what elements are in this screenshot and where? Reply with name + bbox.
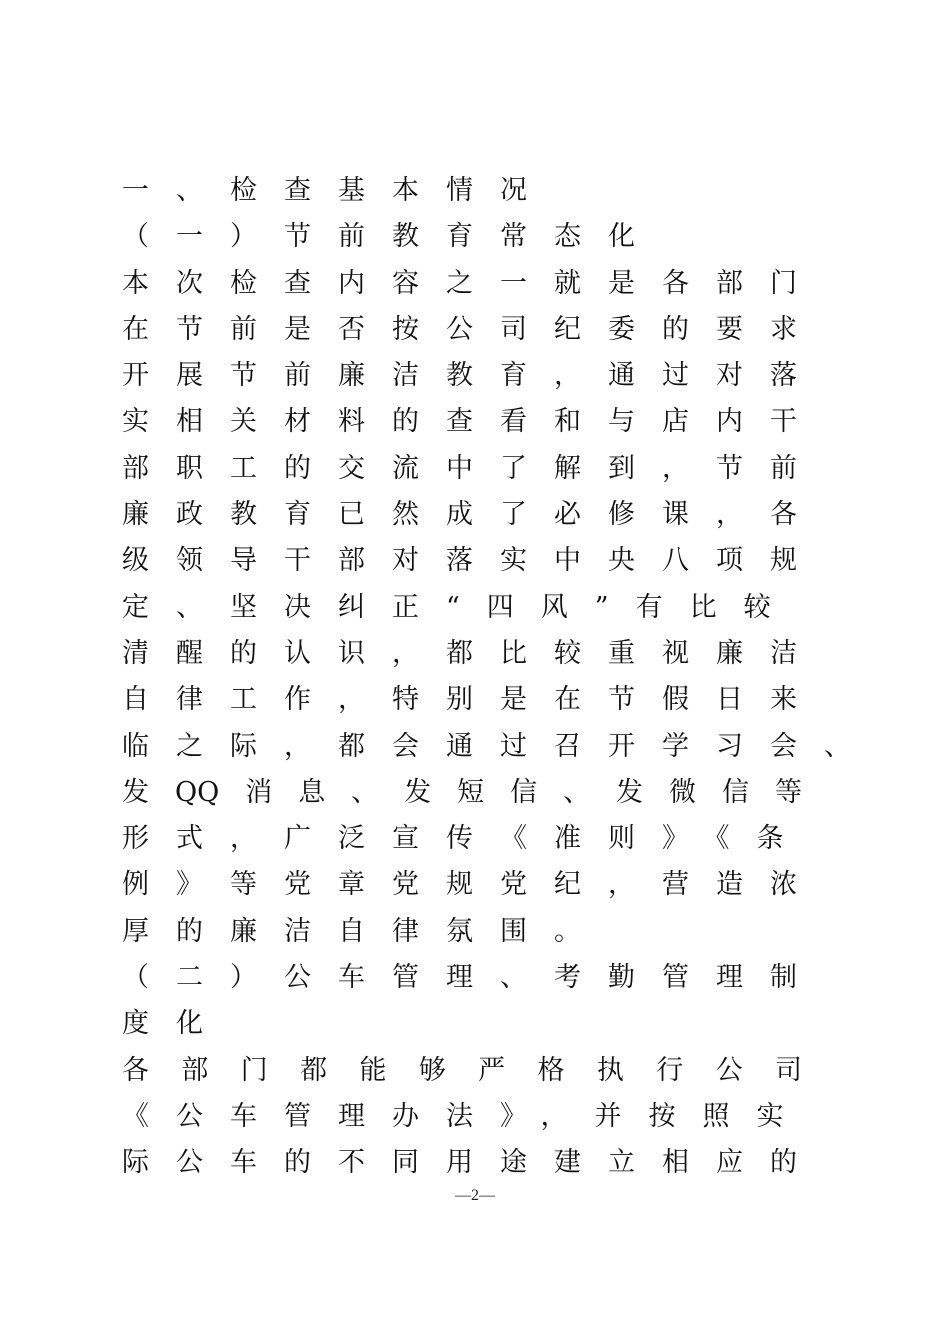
section-heading: 一、检查基本情况 — [122, 175, 554, 206]
text-line: 《公车管理办法》，并按照实 — [122, 1100, 811, 1132]
text-line: 发QQ消息、发短信、发微信等 — [122, 776, 802, 808]
subsection-heading: （一）节前教育常态化 — [122, 221, 662, 253]
text-line: 自律工作，特别是在节假日来 — [122, 684, 824, 716]
text-line: 各部门都能够严格执行公司 — [122, 1054, 802, 1086]
text-line: 部职工的交流中了解到，节前 — [122, 452, 824, 484]
text-line: 本次检查内容之一就是各部门 — [122, 267, 824, 299]
text-line: 廉政教育已然成了必修课，各 — [122, 499, 824, 531]
text-line: 实相关材料的查看和与店内干 — [122, 406, 824, 438]
body-text — [122, 168, 878, 1187]
text-line: 清醒的认识，都比较重视廉洁 — [122, 637, 824, 669]
text-line: 际公车的不同用途建立相应的 — [122, 1147, 824, 1179]
text-line: 例》等党章党规党纪，营造浓 — [122, 869, 824, 901]
text-line: 开展节前廉洁教育，通过对落 — [122, 360, 824, 392]
text-line: 厚的廉洁自律氛围。 — [122, 915, 608, 947]
subsection-heading: （二）公车管理、考勤管理制 — [122, 962, 824, 994]
text-line: 级领导干部对落实中央八项规 — [122, 545, 824, 577]
page-number: —2— — [455, 1187, 495, 1204]
text-line: 定、坚决纠正“四风”有比较 — [122, 591, 798, 623]
text-line: 临之际，都会通过召开学习会、 — [122, 730, 878, 762]
subsection-heading-continued: 度化 — [122, 1008, 230, 1040]
text-line: 形式，广泛宣传《准则》《条 — [122, 823, 811, 855]
text-line: 在节前是否按公司纪委的要求 — [122, 313, 824, 345]
